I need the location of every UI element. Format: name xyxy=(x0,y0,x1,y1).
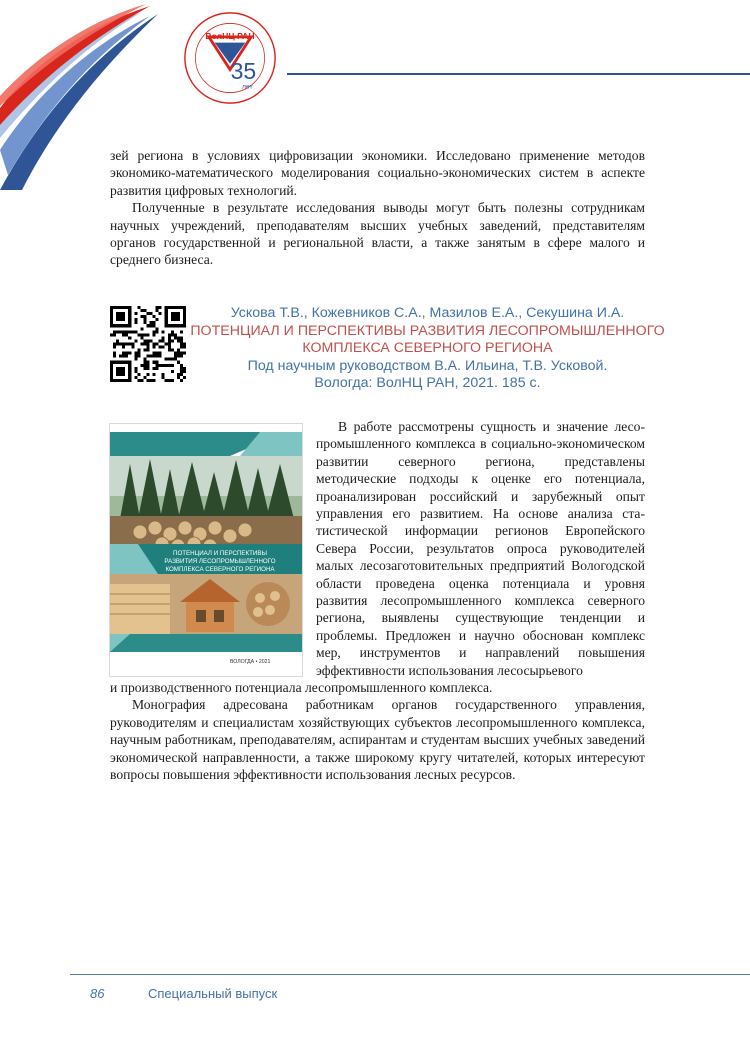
intro-paragraph: зей региона в условиях цифровизации экономики. Исследовано применение методов экономико-математического моделирования социально-экономических систем в аспекте развития цифровых технологий. xyxy=(110,148,645,198)
cover-title-line3: КОМПЛЕКСА СЕВЕРНОГО РЕГИОНА xyxy=(165,566,275,573)
footer-rule xyxy=(70,974,750,975)
intro-text xyxy=(110,147,645,269)
book-editor: Под научным руководством В.А. Ильина, Т.В. Усковой. xyxy=(247,357,608,374)
annotation-paragraph: В работе рассмотрены сущность и значение лесопромышленного комплекса в социально-экономическом развитии северного региона, представлены методические подходы к оценке его потенциала, проанализирован российский и зарубежный опыт управления его развитием. На основе анализа статистической информации регионов Европейского Севера России, результатов опроса руководителей малых лесозаготовительных предприятий Вологодской области проведена оценка потенциала и уровня развития лесопромышленного комплекса северного региона, выявлены существующие тенденции и проблемы. Предложен и научно обоснован комплекс мер, инструментов и направлений повышения эффективности использования лесосырьевого xyxy=(316,419,645,678)
book-annotation xyxy=(316,418,645,679)
footer-section-label: Специальный выпуск xyxy=(148,986,278,1001)
book-cover xyxy=(110,424,302,676)
annotation-paragraph: Монография адресована работникам органов государственного управления, руководителям и специалистам хозяйствующих субъектов лесопромышленного комплекса, научным работникам, преподавателям, аспирантам и студентам высших учебных заведений экономической направленности, а также широкому кругу читателей, которых интересуют вопросы повышения эффективности использования лесных ресурсов. xyxy=(110,697,645,783)
logo-name: ВолНЦ РАН xyxy=(205,30,255,41)
book-header xyxy=(190,305,665,393)
intro-paragraph: Полученные в результате исследования выводы могут быть полезны сотрудникам научных учреждений, преподавателям высших учебных заведений, представителям органов государственной и региональной власти, а также занятым в сфере малого и среднего бизнеса. xyxy=(110,200,645,268)
volnc-logo-icon xyxy=(182,10,278,106)
qr-code-icon xyxy=(110,306,186,382)
cover-title-line2: РАЗВИТИЯ ЛЕСОПРОМЫШЛЕННОГО xyxy=(164,558,276,565)
book-annotation-continued xyxy=(110,679,645,783)
page-number: 86 xyxy=(90,986,105,1001)
header-rule xyxy=(287,73,750,75)
book-imprint: Вологда: ВолНЦ РАН, 2021. 185 с. xyxy=(314,375,541,391)
cover-title-line1: ПОТЕНЦИАЛ И ПЕРСПЕКТИВЫ xyxy=(173,550,267,557)
logo-years: 35 xyxy=(230,58,257,85)
logo-years-label: лет xyxy=(242,83,253,91)
book-cover-illustration xyxy=(110,424,302,676)
annotation-paragraph: и производственного потенциала лесопромышленного комплекса. xyxy=(110,680,493,695)
cover-city-year: ВОЛОГДА • 2021 xyxy=(230,659,271,665)
book-authors: Ускова Т.В., Кожевников С.А., Мазилов Е.А., Секушина И.А. xyxy=(230,305,625,321)
book-title-line1: ПОТЕНЦИАЛ И ПЕРСПЕКТИВЫ РАЗВИТИЯ ЛЕСОПРОМЫШЛЕННОГО xyxy=(190,322,665,339)
book-title-line2: КОМПЛЕКСА СЕВЕРНОГО РЕГИОНА xyxy=(302,340,553,356)
